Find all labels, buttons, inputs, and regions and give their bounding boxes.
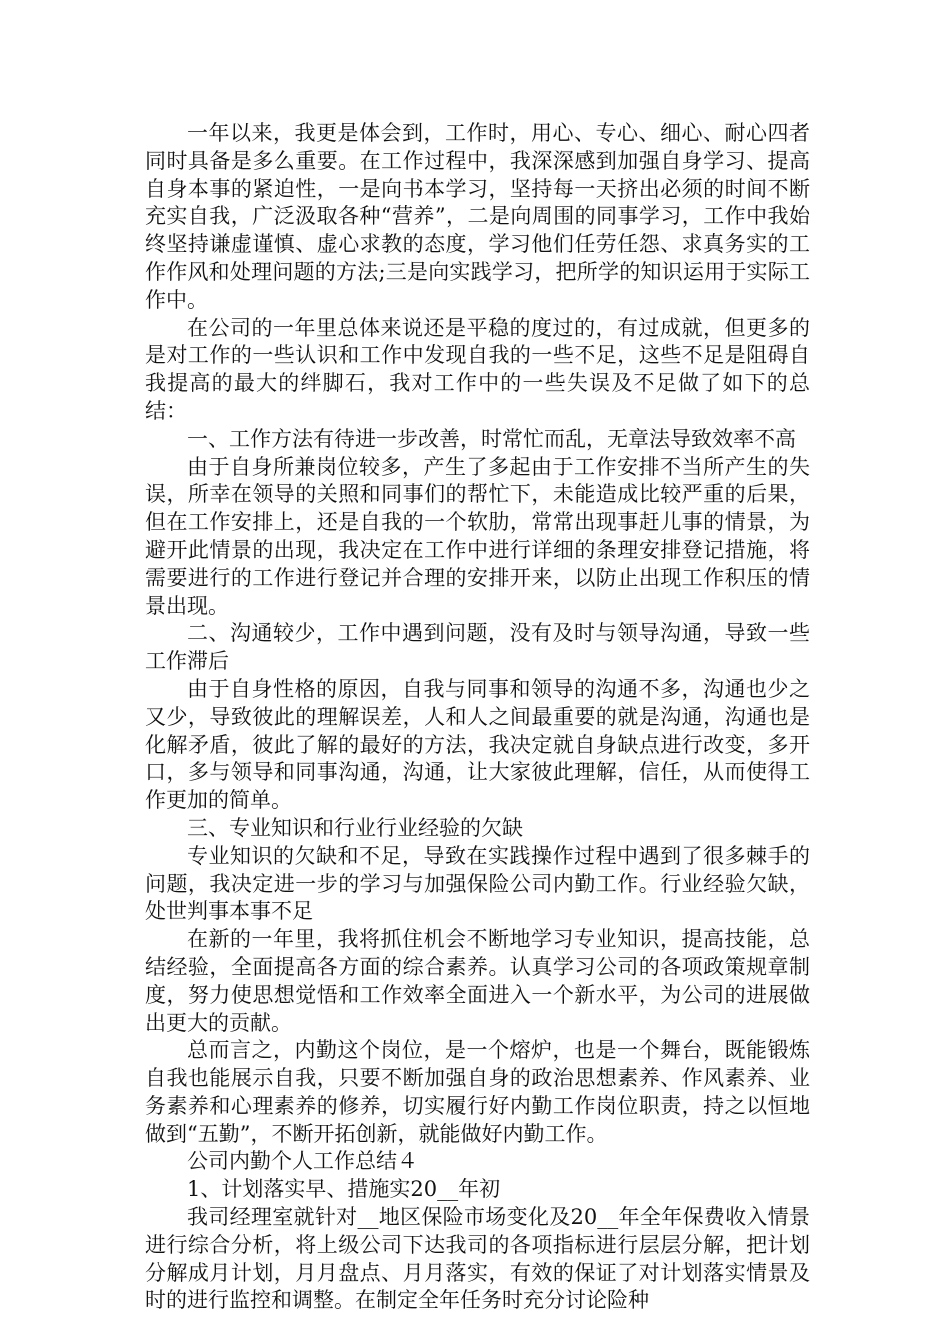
paragraph: 总而言之，内勤这个岗位，是一个熔炉，也是一个舞台，既能锻炼自我也能展示自我，只要不断加强自身的政治思想素养、作风素养、业务素养和心理素养的修养，切实履行好内勤工作岗位职责，持之以恒地做到“五勤”，不断开拓创新，就能做好内勤工作。 <box>145 1038 810 1146</box>
paragraph: 由于自身性格的原因，自我与同事和领导的沟通不多，沟通也少之又少，导致彼此的理解误差，人和人之间最重要的就是沟通，沟通也是化解矛盾，彼此了解的最好的方法，我决定就自身缺点进行改变，多开口，多与领导和同事沟通，沟通，让大家彼此理解，信任，从而使得工作更加的简单。 <box>145 676 810 813</box>
paragraph: 专业知识的欠缺和不足，导致在实践操作过程中遇到了很多棘手的问题，我决定进一步的学习与加强保险公司内勤工作。行业经验欠缺，处世判事本事不足 <box>145 843 810 924</box>
paragraph: 我司经理室就针对__地区保险市场变化及20__年全年保费收入情景进行综合分析，将上级公司下达我司的各项指标进行层层分解，把计划分解成月计划，月月盘点、月月落实，有效的保证了对计划落实情景及时的进行监控和调整。在制定全年任务时充分讨论险种 <box>145 1205 810 1313</box>
document-body <box>145 120 810 1315</box>
section-heading: 二、沟通较少，工作中遇到问题，没有及时与领导沟通，导致一些工作滞后 <box>145 621 810 674</box>
paragraph: 在公司的一年里总体来说还是平稳的度过的，有过成就，但更多的是对工作的一些认识和工作中发现自我的一些不足，这些不足是阻碍自我提高的最大的绊脚石，我对工作中的一些失误及不足做了如下的总结： <box>145 315 810 423</box>
document-subtitle: 公司内勤个人工作总结４ <box>187 1149 418 1174</box>
paragraph: 在新的一年里，我将抓住机会不断地学习专业知识，提高技能，总结经验，全面提高各方面的综合素养。认真学习公司的各项政策规章制度，努力使思想觉悟和工作效率全面进入一个新水平，为公司的进展做出更大的贡献。 <box>145 927 810 1035</box>
section-heading: 三、专业知识和行业行业经验的欠缺 <box>187 815 523 840</box>
paragraph: 由于自身所兼岗位较多，产生了多起由于工作安排不当所产生的失误，所幸在领导的关照和同事们的帮忙下，未能造成比较严重的后果，但在工作安排上，还是自我的一个软肋，常常出现事赶儿事的情景，为避开此情景的出现，我决定在工作中进行详细的条理安排登记措施，将需要进行的工作进行登记并合理的安排开来，以防止出现工作积压的情景出现。 <box>145 454 810 618</box>
section-heading: 1、计划落实早、措施实20__年初 <box>187 1177 501 1202</box>
paragraph: 一年以来，我更是体会到，工作时，用心、专心、细心、耐心四者同时具备是多么重要。在工作过程中，我深深感到加强自身学习、提高自身本事的紧迫性，一是向书本学习，坚持每一天挤出必须的时间不断充实自我，广泛汲取各种“营养”，二是向周围的同事学习，工作中我始终坚持谦虚谨慎、虚心求教的态度，学习他们任劳任怨、求真务实的工作作风和处理问题的方法;三是向实践学习，把所学的知识运用于实际工作中。 <box>145 121 810 312</box>
section-heading: 一、工作方法有待进一步改善，时常忙而乱，无章法导致效率不高 <box>187 426 796 451</box>
